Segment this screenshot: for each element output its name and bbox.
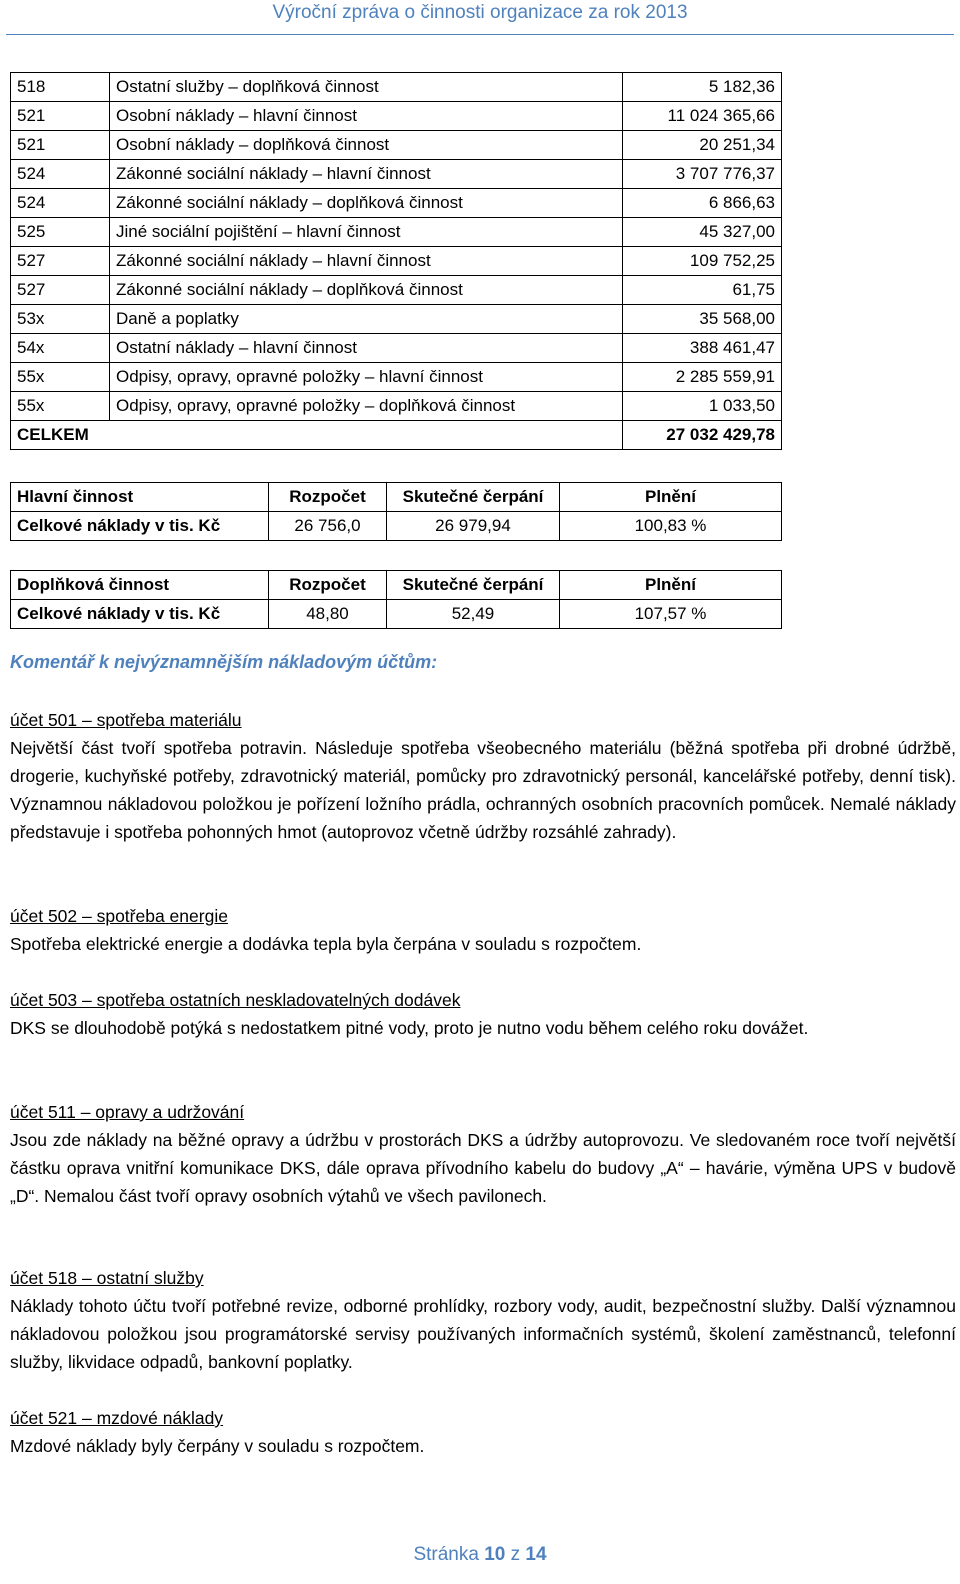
table-row bbox=[11, 512, 782, 541]
table-row bbox=[11, 102, 782, 131]
summary-header-fulfillment: Plnění bbox=[560, 483, 782, 512]
summary-header-activity: Hlavní činnost bbox=[11, 483, 269, 512]
account-code: 521 bbox=[11, 131, 110, 160]
summary-actual-value: 26 979,94 bbox=[387, 512, 560, 541]
table-header-row bbox=[11, 571, 782, 600]
page-header-title: Výroční zpráva o činnosti organizace za rok 2013 bbox=[272, 2, 688, 23]
section-text: Největší část tvoří spotřeba potravin. Následuje spotřeba všeobecného materiálu (běžná spotřeba při drobné údržbě, drogerie, kuchyňské potřeby, zdravotnický materiál, pomůcky pro zdravotnický personál, kancelářské potřeby, denní tisk). Významnou nákladovou položkou je pořízení ložního prádla, ochranných osobních pracovních pomůcek. Nemalé náklady představuje i spotřeba pohonných hmot (autoprovoz včetně údržby rozsáhlé zahrady). bbox=[10, 738, 956, 842]
account-code: 53x bbox=[11, 305, 110, 334]
summary-actual-value: 52,49 bbox=[387, 600, 560, 629]
summary-header-fulfillment: Plnění bbox=[560, 571, 782, 600]
table-row bbox=[11, 392, 782, 421]
account-code: 527 bbox=[11, 276, 110, 305]
section-text: Jsou zde náklady na běžné opravy a údržbu v prostorách DKS a údržby autoprovozu. Ve sledovaném roce tvoří největší částku oprava vnitřní komunikace DKS, dále oprava přívodního kabelu do budovy „A“ – havárie, výměna UPS v budově „D“. Nemalou část tvoří opravy osobních výtahů ve všech pavilonech. bbox=[10, 1130, 956, 1206]
section-text: DKS se dlouhodobě potýká s nedostatkem pitné vody, proto je nutno vodu během celého roku dovážet. bbox=[10, 1018, 809, 1038]
section-title: účet 502 – spotřeba energie bbox=[10, 906, 228, 926]
footer-total-pages: 14 bbox=[525, 1544, 547, 1565]
account-amount: 20 251,34 bbox=[623, 131, 782, 160]
account-name: Ostatní služby – doplňková činnost bbox=[110, 73, 623, 102]
account-name: Ostatní náklady – hlavní činnost bbox=[110, 334, 623, 363]
account-amount: 5 182,36 bbox=[623, 73, 782, 102]
section-account-501 bbox=[10, 706, 956, 846]
section-account-502 bbox=[10, 902, 956, 958]
summary-row-label: Celkové náklady v tis. Kč bbox=[11, 600, 269, 629]
account-amount: 61,75 bbox=[623, 276, 782, 305]
account-code: 524 bbox=[11, 189, 110, 218]
account-name: Zákonné sociální náklady – doplňková činnost bbox=[110, 189, 623, 218]
account-name: Zákonné sociální náklady – hlavní činnost bbox=[110, 247, 623, 276]
table-row bbox=[11, 334, 782, 363]
account-code: 55x bbox=[11, 392, 110, 421]
section-account-503 bbox=[10, 986, 956, 1042]
account-code: 55x bbox=[11, 363, 110, 392]
section-account-521 bbox=[10, 1404, 956, 1460]
account-amount: 6 866,63 bbox=[623, 189, 782, 218]
account-amount: 3 707 776,37 bbox=[623, 160, 782, 189]
table-header-row bbox=[11, 483, 782, 512]
section-title: účet 521 – mzdové náklady bbox=[10, 1408, 224, 1428]
comment-heading: Komentář k nejvýznamnějším nákladovým účtům: bbox=[10, 652, 438, 672]
section-text: Náklady tohoto účtu tvoří potřebné revize, odborné prohlídky, rozbory vody, audit, bezpečnostní služby. Další významnou nákladovou položkou jsou programátorské servisy používaných informačních systémů, školení zaměstnanců, telefonní služby, likvidace odpadů, bankovní poplatky. bbox=[10, 1296, 956, 1372]
section-account-511 bbox=[10, 1098, 956, 1210]
account-name: Jiné sociální pojištění – hlavní činnost bbox=[110, 218, 623, 247]
account-name: Osobní náklady – doplňková činnost bbox=[110, 131, 623, 160]
summary-row-label: Celkové náklady v tis. Kč bbox=[11, 512, 269, 541]
account-name: Zákonné sociální náklady – hlavní činnost bbox=[110, 160, 623, 189]
account-amount: 2 285 559,91 bbox=[623, 363, 782, 392]
total-amount: 27 032 429,78 bbox=[623, 421, 782, 450]
footer-prefix: Stránka bbox=[413, 1544, 479, 1565]
summary-budget-value: 26 756,0 bbox=[269, 512, 387, 541]
account-code: 518 bbox=[11, 73, 110, 102]
total-row bbox=[11, 421, 782, 450]
accounts-table bbox=[10, 72, 782, 450]
section-title: účet 511 – opravy a udržování bbox=[10, 1102, 245, 1122]
account-name: Zákonné sociální náklady – doplňková činnost bbox=[110, 276, 623, 305]
account-code: 524 bbox=[11, 160, 110, 189]
section-text: Mzdové náklady byly čerpány v souladu s rozpočtem. bbox=[10, 1436, 425, 1456]
account-code: 525 bbox=[11, 218, 110, 247]
table-row bbox=[11, 363, 782, 392]
header-divider bbox=[6, 34, 954, 35]
summary-header-budget: Rozpočet bbox=[269, 571, 387, 600]
section-title: účet 501 – spotřeba materiálu bbox=[10, 710, 242, 730]
summary-budget-value: 48,80 bbox=[269, 600, 387, 629]
account-name: Daně a poplatky bbox=[110, 305, 623, 334]
summary-header-activity: Doplňková činnost bbox=[11, 571, 269, 600]
table-row bbox=[11, 600, 782, 629]
main-activity-summary-table bbox=[10, 482, 782, 541]
account-name: Osobní náklady – hlavní činnost bbox=[110, 102, 623, 131]
account-code: 54x bbox=[11, 334, 110, 363]
account-name: Odpisy, opravy, opravné položky – doplňková činnost bbox=[110, 392, 623, 421]
summary-fulfillment-value: 100,83 % bbox=[560, 512, 782, 541]
table-row bbox=[11, 131, 782, 160]
total-label: CELKEM bbox=[11, 421, 623, 450]
summary-header-budget: Rozpočet bbox=[269, 483, 387, 512]
table-row bbox=[11, 276, 782, 305]
section-title: účet 518 – ostatní služby bbox=[10, 1268, 204, 1288]
account-amount: 1 033,50 bbox=[623, 392, 782, 421]
table-row bbox=[11, 247, 782, 276]
table-row bbox=[11, 189, 782, 218]
account-amount: 109 752,25 bbox=[623, 247, 782, 276]
account-amount: 388 461,47 bbox=[623, 334, 782, 363]
account-amount: 11 024 365,66 bbox=[623, 102, 782, 131]
summary-header-actual: Skutečné čerpání bbox=[387, 483, 560, 512]
footer-separator: z bbox=[510, 1544, 521, 1565]
table-row bbox=[11, 160, 782, 189]
account-amount: 35 568,00 bbox=[623, 305, 782, 334]
summary-header-actual: Skutečné čerpání bbox=[387, 571, 560, 600]
table-row bbox=[11, 305, 782, 334]
table-row bbox=[11, 218, 782, 247]
account-name: Odpisy, opravy, opravné položky – hlavní činnost bbox=[110, 363, 623, 392]
account-code: 521 bbox=[11, 102, 110, 131]
account-code: 527 bbox=[11, 247, 110, 276]
section-text: Spotřeba elektrické energie a dodávka tepla byla čerpána v souladu s rozpočtem. bbox=[10, 934, 642, 954]
footer-page-number: 10 bbox=[484, 1544, 506, 1565]
section-title: účet 503 – spotřeba ostatních neskladovatelných dodávek bbox=[10, 990, 461, 1010]
section-account-518 bbox=[10, 1264, 956, 1376]
summary-fulfillment-value: 107,57 % bbox=[560, 600, 782, 629]
table-row bbox=[11, 73, 782, 102]
supplementary-activity-summary-table bbox=[10, 570, 782, 629]
account-amount: 45 327,00 bbox=[623, 218, 782, 247]
page-footer bbox=[0, 1544, 960, 1566]
